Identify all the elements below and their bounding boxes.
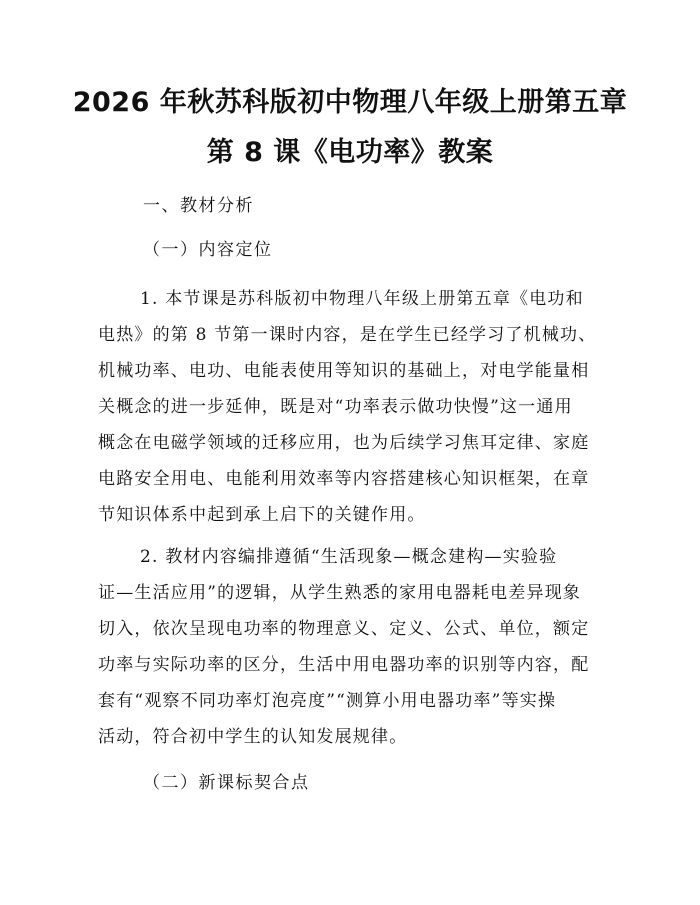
paragraph-1: [98, 287, 604, 539]
paragraph-2-line: 2. 教材内容编排遵循“生活现象—概念建构—实验验: [140, 547, 558, 567]
paragraph-2-line: 功率与实际功率的区分，生活中用电器功率的识别等内容，配: [98, 655, 590, 675]
paragraph-1-line: 电路安全用电、电能利用效率等内容搭建核心知识框架，在章: [98, 469, 590, 489]
paragraph-1-line: 1. 本节课是苏科版初中物理八年级上册第五章《电功和: [140, 289, 584, 309]
section-heading-teaching-material-analysis: 一、教材分析: [143, 196, 254, 216]
document-title-line-1: 2026 年秋苏科版初中物理八年级上册第五章: [72, 87, 628, 118]
paragraph-1-line: 关概念的进一步延伸，既是对“功率表示做功快慢”这一通用: [98, 397, 573, 417]
subsection-heading-curriculum-standard-fit: （二）新课标契合点: [143, 773, 310, 793]
paragraph-1-line: 节知识体系中起到承上启下的关键作用。: [98, 505, 426, 525]
subsection-heading-content-positioning: （一）内容定位: [143, 240, 273, 260]
paragraph-2-line: 切入，依次呈现电功率的物理意义、定义、公式、单位，额定: [98, 619, 590, 639]
paragraph-2-line: 证—生活应用”的逻辑，从学生熟悉的家用电器耗电差异现象: [98, 583, 582, 603]
paragraph-1-line: 机械功率、电功、电能表使用等知识的基础上，对电学能量相: [98, 361, 590, 381]
paragraph-1-line: 电热》的第 8 节第一课时内容，是在学生已经学习了机械功、: [98, 325, 597, 345]
paragraph-1-line: 概念在电磁学领域的迁移应用，也为后续学习焦耳定律、家庭: [98, 433, 590, 453]
document-title-line-2: 第 8 课《电功率》教案: [206, 137, 494, 168]
paragraph-2: [98, 545, 604, 761]
paragraph-2-line: 活动，符合初中学生的认知发展规律。: [98, 727, 408, 747]
paragraph-2-line: 套有“观察不同功率灯泡亮度”“测算小用电器功率”等实操: [98, 691, 557, 711]
